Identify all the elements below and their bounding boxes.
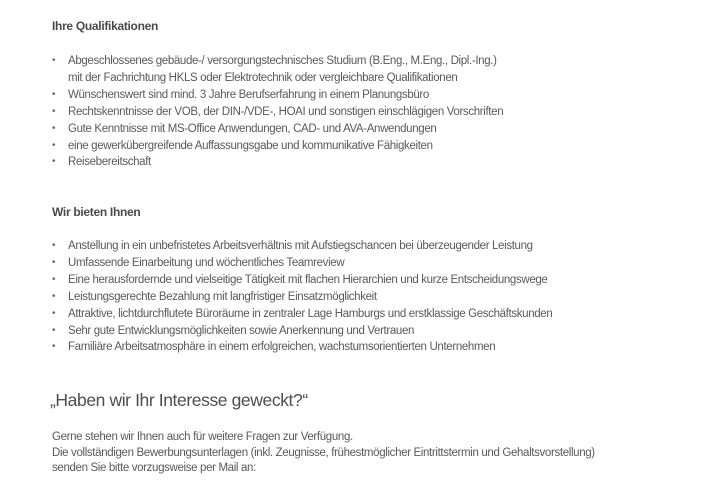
list-item-text: • Gute Kenntnisse mit MS-Office Anwendungen, CAD- und AVA-Anwendungen (68, 122, 437, 135)
list-item-text: • Wünschenswert sind mind. 3 Jahre Berufserfahrung in einem Planungsbüro (68, 88, 429, 101)
list-item: • Familiäre Arbeitsatmosphäre in einem erfolgreichen, wachstumsorientierten Unternehmen (52, 339, 552, 356)
interest-heading: „Haben wir Ihr Interesse geweckt?“ (50, 390, 308, 410)
application-paragraph (52, 430, 595, 477)
list-item: • Umfassende Einarbeitung und wöchentliches Teamreview (52, 255, 552, 272)
offer-heading: Wir bieten Ihnen (52, 205, 141, 219)
list-item (52, 53, 503, 87)
list-item-text-continued: mit der Fachrichtung HKLS oder Elektrotechnik oder vergleichbare Qualifikationen (68, 71, 458, 84)
list-item: • Leistungsgerechte Bezahlung mit langfristiger Einsatzmöglichkeit (52, 289, 552, 306)
list-item (52, 154, 503, 171)
offer-list (52, 238, 552, 356)
list-item (52, 87, 503, 104)
paragraph-line: Die vollständigen Bewerbungsunterlagen (inkl. Zeugnisse, frühestmöglicher Eintrittstermin und Gehaltsvorstellung) (52, 446, 595, 459)
list-item-text: • eine gewerkübergreifende Auffassungsgabe und kommunikative Fähigkeiten (68, 139, 433, 152)
list-item-text: • Rechtskenntnisse der VOB, der DIN-/VDE-, HOAI und sonstigen einschlägigen Vorschriften (68, 105, 504, 118)
list-item: • Attraktive, lichtdurchflutete Büroräume in zentraler Lage Hamburgs und erstklassige Geschäftskunden (52, 306, 552, 323)
list-item (52, 104, 503, 121)
list-item: • Anstellung in ein unbefristetes Arbeitsverhältnis mit Aufstiegschancen bei überzeugender Leistung (52, 238, 552, 255)
list-item-text: • Reisebereitschaft (68, 156, 151, 169)
paragraph-line: Gerne stehen wir Ihnen auch für weitere Fragen zur Verfügung. (52, 431, 353, 443)
list-item: • Eine herausfordernde und vielseitige Tätigkeit mit flachen Hierarchien und kurze Entscheidungswege (52, 272, 552, 289)
list-item (52, 121, 503, 138)
qualifications-heading: Ihre Qualifikationen (52, 19, 159, 33)
paragraph-line: senden Sie bitte vorzugsweise per Mail an: (52, 462, 256, 474)
qualifications-list (52, 53, 503, 171)
list-item: • Sehr gute Entwicklungsmöglichkeiten sowie Anerkennung und Vertrauen (52, 323, 552, 340)
list-item (52, 138, 503, 155)
list-item-text: • Abgeschlossenes gebäude-/ versorgungstechnisches Studium (B.Eng., M.Eng., Dipl.-Ing.) (68, 55, 497, 67)
